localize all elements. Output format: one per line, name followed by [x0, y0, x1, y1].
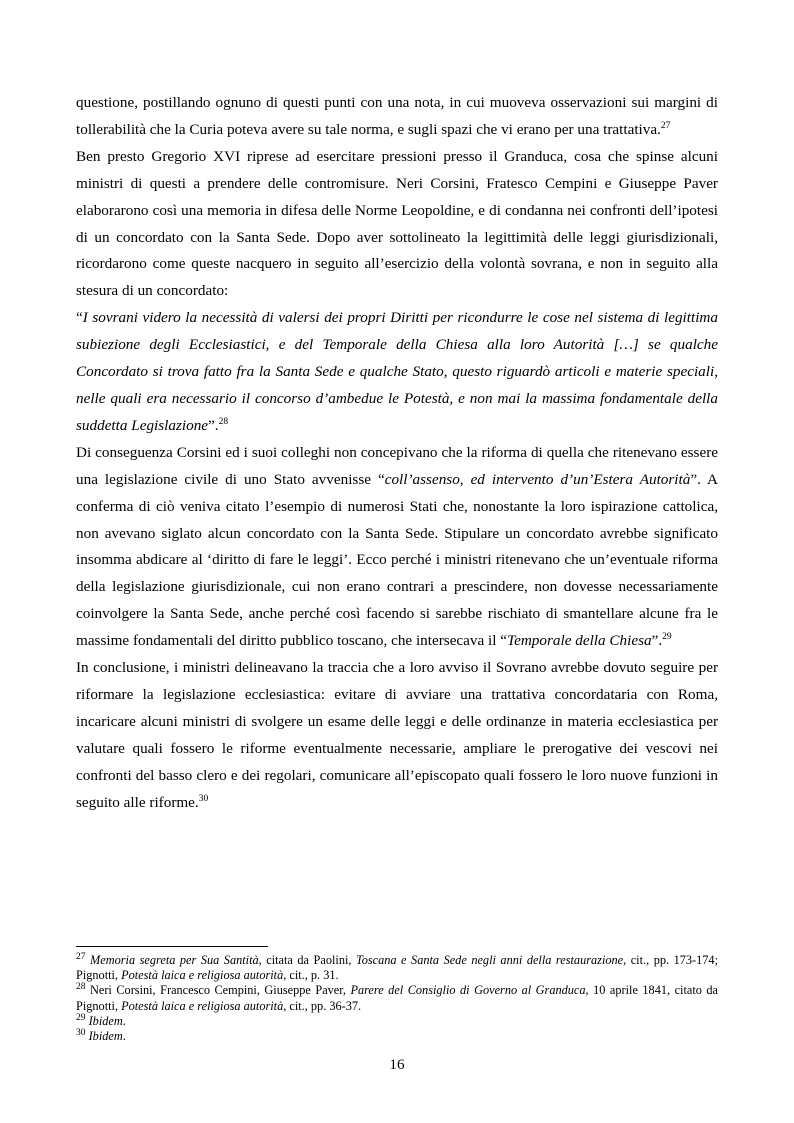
- paragraph-2: Ben presto Gregorio XVI riprese ad esercitare pressioni presso il Granduca, cosa che spinse alcuni ministri di questi a prendere delle contromisure. Neri Corsini, Fratesco Cempini e Giuseppe Paver elaborarono così una memoria in difesa delle Norme Leopoldine, e di condanna nei confronti dell’ipotesi di un concordato con la Santa Sede. Dopo aver sottolineato la legittimità delle leggi giurisdizionali, ricordarono come queste nacquero in seguito all’esercizio della volontà sovrana, e non in seguito alla stesura di un concordato:: [76, 147, 718, 300]
- footnote-title: Toscana e Santa Sede negli anni della restaurazione: [355, 953, 624, 967]
- paragraph-5: [76, 655, 718, 816]
- footnote-title: Potestà laica e religiosa autorità: [121, 998, 284, 1013]
- footnote-text: , cit., pp. 36-37.: [283, 998, 362, 1013]
- paragraph-1: [76, 90, 718, 144]
- footnote-30: [76, 1029, 718, 1044]
- paragraph-1-text: questione, postillando ognuno di questi punti con una nota, in cui muoveva osservazioni sui margini di tollerabilità che la Curia poteva avere su tale norma, e sugli spazi che vi erano per una trattativa.: [76, 94, 718, 138]
- paragraph-4-text-a: Di conseguenza Corsini ed i suoi colleghi non concepivano che la riforma di quella che ritenevano essere una legislazione civile di uno Stato avvenisse “: [76, 443, 718, 488]
- footnote-text: .: [122, 1013, 126, 1028]
- footnote-number: 30: [76, 1027, 86, 1038]
- footnote-text: , 10 aprile 1841, citato da Pignotti,: [76, 983, 718, 1013]
- footnote-title: Potestà laica e religiosa autorità: [121, 968, 284, 983]
- page-body: [76, 90, 718, 816]
- paragraph-4: [76, 440, 718, 655]
- quote-close-mark: ”.: [208, 416, 219, 434]
- footnote-number: 28: [76, 982, 86, 993]
- quoted-text: I sovrani videro la necessità di valersi dei propri Diritti per ricondurre le cose nel sistema di legittima subiezione degli Ecclesiastici, e del Temporale della Chiesa alla loro Autorità […] se qualche Concordato si trova fatto fra la Santa Sede e qualche Stato, questo riguardò articoli e materie speciali, nelle quali era necessario il concorso d’ambedue le Potestà, e non mai la massima fondamentale della suddetta Legislazione: [76, 309, 718, 434]
- page-number: 16: [389, 1056, 405, 1073]
- quote-paragraph: [76, 305, 718, 440]
- footnote-text: .: [122, 1029, 126, 1044]
- footnote-separator: [76, 946, 268, 947]
- footnote-27: [76, 953, 718, 983]
- footnote-ref-29[interactable]: 29: [662, 632, 672, 643]
- paragraph-4-text-b: ”. A conferma di ciò veniva citato l’esempio di numerosi Stati che, nonostante la loro ispirazione cattolica, non avevano siglato alcun concordato con la Santa Sede. Stipulare un concordato avrebbe significato insomma abdicare al ‘diritto di fare le leggi’. Ecco perché i ministri ritenevano che un’eventuale riforma della legislazione giurisdizionale, cui non erano contrari a prescindere, non dovesse necessariamente coinvolgere la Santa Sede, anche perché così facendo si sarebbe rischiato di smantellare alcune fra le massime fondamentali del diritto pubblico toscano, che intersecava il “: [76, 470, 718, 650]
- footnotes-section: [76, 946, 718, 1044]
- paragraph-4-quote-2: Temporale della Chiesa: [507, 632, 652, 650]
- footnote-title: Ibidem: [88, 1029, 123, 1044]
- footnote-29: [76, 1014, 718, 1029]
- footnote-number: 29: [76, 1012, 86, 1023]
- footnote-title: Ibidem: [88, 1013, 123, 1028]
- paragraph-4-text-c: ”.: [651, 632, 663, 650]
- footnote-ref-27[interactable]: 27: [660, 120, 671, 131]
- footnote-text: , cit., pp. 173-174; Pignotti,: [76, 953, 718, 983]
- footnote-ref-28[interactable]: 28: [218, 416, 229, 427]
- footnote-title: Memoria segreta per Sua Santità: [90, 953, 259, 967]
- footnote-28: [76, 983, 718, 1013]
- footnote-number: 27: [76, 951, 86, 962]
- footnote-text: , citata da Paolini,: [258, 953, 356, 967]
- quote-open-mark: “: [76, 309, 83, 327]
- paragraph-4-quote-1: coll’assenso, ed intervento d’un’Estera Autorità: [384, 470, 691, 488]
- paragraph-5-text: In conclusione, i ministri delineavano la traccia che a loro avviso il Sovrano avrebbe dovuto seguire per riformare la legislazione ecclesiastica: evitare di avviare una trattativa concordataria con Roma, incaricare alcuni ministri di svolgere un esame delle leggi e delle ordinanze in materia ecclesiastica per valutare quali fossero le riforme eventualmente necessarie, ampliare le prerogative dei vescovi nei confronti del basso clero e dei regolari, comunicare all’episcopato quali fossero le loro nuove funzioni in seguito alle riforme.: [76, 659, 718, 811]
- footnote-title: Parere del Consiglio di Governo al Granduca: [350, 983, 586, 998]
- footnote-text: , cit., p. 31.: [283, 968, 339, 983]
- footnote-ref-30[interactable]: 30: [198, 793, 209, 804]
- footnote-text: Neri Corsini, Francesco Cempini, Giuseppe Paver,: [85, 983, 351, 998]
